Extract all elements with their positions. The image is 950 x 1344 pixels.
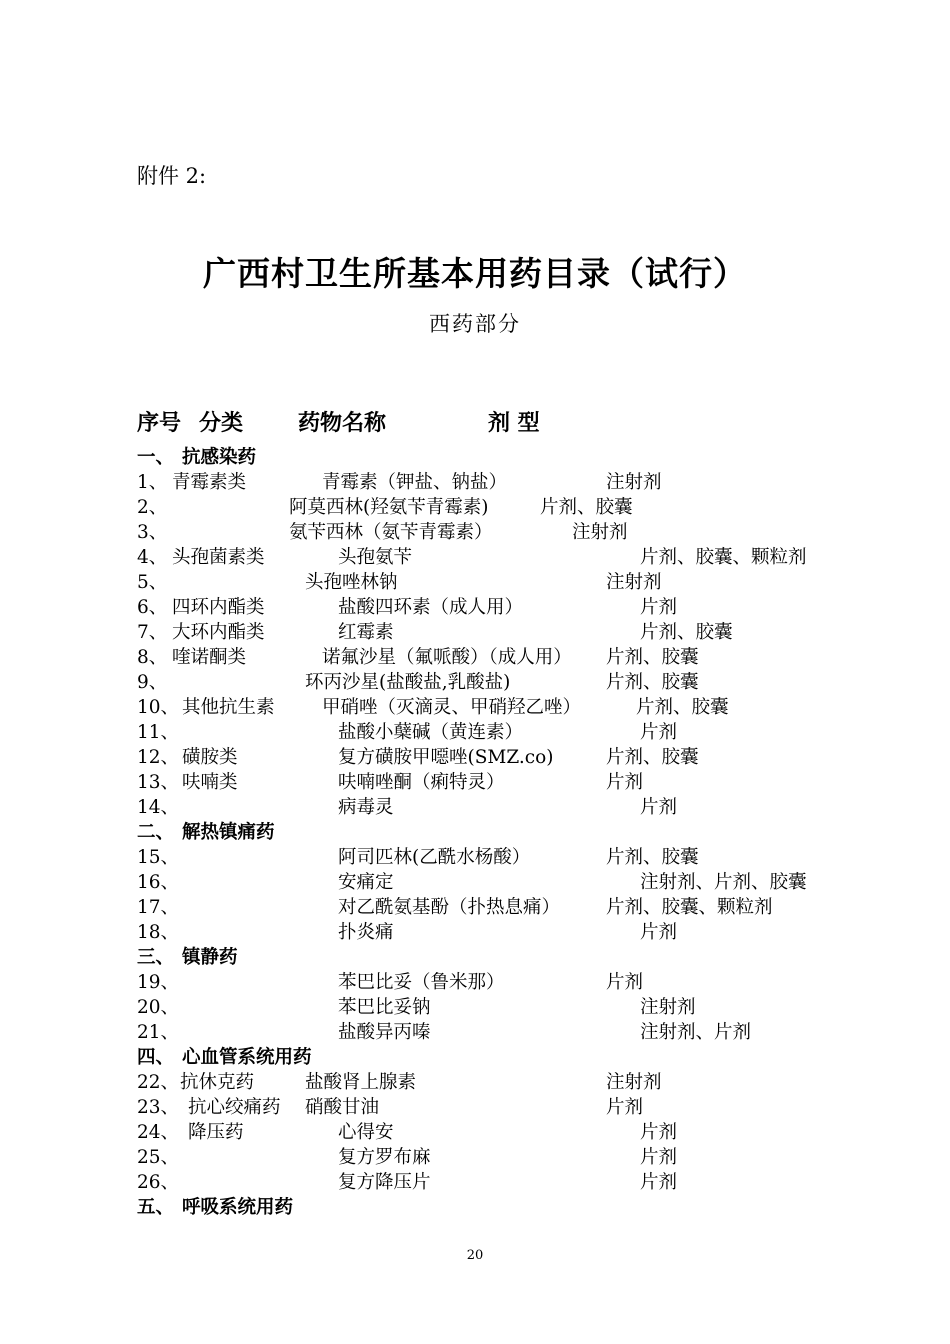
row-number: 22、 (137, 1072, 180, 1093)
row-number: 五、 (137, 1197, 175, 1218)
drug-name: 对乙酰氨基酚（扑热息痛） (338, 897, 561, 918)
drug-form: 片剂 (606, 972, 644, 993)
row-number: 一、 (137, 447, 175, 468)
drug-name: 盐酸肾上腺素 (305, 1072, 417, 1093)
drug-row (0, 845, 950, 870)
drug-row (0, 545, 950, 570)
drug-name: 盐酸四环素（成人用） (338, 597, 524, 618)
row-number: 26、 (137, 1172, 180, 1193)
row-number: 16、 (137, 872, 180, 893)
drug-name: 诺氟沙星（氟哌酸）（成人用） (322, 647, 572, 668)
drug-name: 复方磺胺甲噁唑(SMZ.co) (338, 747, 554, 768)
drug-category: 喹诺酮类 (172, 647, 247, 668)
drug-row (0, 645, 950, 670)
drug-form: 注射剂 (606, 472, 662, 493)
row-number: 19、 (137, 972, 180, 993)
drug-category: 磺胺类 (182, 747, 238, 768)
drug-name: 心得安 (338, 1122, 394, 1143)
row-number: 四、 (137, 1047, 175, 1068)
row-number: 7、 (137, 622, 168, 643)
drug-row (0, 1145, 950, 1170)
drug-form: 注射剂、片剂、胶囊 (640, 872, 807, 893)
drug-form: 片剂 (640, 1172, 678, 1193)
drug-row (0, 1095, 950, 1120)
drug-category: 四环内酯类 (172, 597, 265, 618)
header-category: 分类 (199, 410, 244, 436)
row-number: 15、 (137, 847, 180, 868)
drug-form: 片剂、胶囊 (606, 847, 699, 868)
drug-row (0, 1020, 950, 1045)
row-number: 二、 (137, 822, 175, 843)
row-number: 3、 (137, 522, 168, 543)
section-heading (0, 820, 950, 845)
row-number: 20、 (137, 997, 180, 1018)
drug-name: 红霉素 (338, 622, 394, 643)
row-number: 三、 (137, 947, 175, 968)
drug-row (0, 895, 950, 920)
drug-row (0, 620, 950, 645)
drug-row (0, 1120, 950, 1145)
drug-row (0, 520, 950, 545)
row-number: 11、 (137, 722, 180, 743)
drug-category: 呋喃类 (182, 772, 238, 793)
section-label: 镇静药 (182, 947, 238, 968)
row-number: 6、 (137, 597, 168, 618)
drug-form: 片剂、胶囊 (640, 622, 733, 643)
section-heading (0, 445, 950, 470)
drug-name: 青霉素（钾盐、钠盐） (322, 472, 508, 493)
drug-category: 降压药 (188, 1122, 244, 1143)
page-number: 20 (466, 1248, 484, 1263)
row-number: 9、 (137, 672, 168, 693)
row-number: 25、 (137, 1147, 180, 1168)
drug-name: 复方罗布麻 (338, 1147, 431, 1168)
section-label: 抗感染药 (182, 447, 257, 468)
drug-category: 其他抗生素 (182, 697, 275, 718)
drug-form: 片剂 (640, 797, 678, 818)
drug-form: 片剂 (606, 1097, 644, 1118)
row-number: 13、 (137, 772, 180, 793)
drug-row (0, 595, 950, 620)
section-label: 心血管系统用药 (182, 1047, 312, 1068)
header-no: 序号 (137, 410, 182, 436)
drug-name: 苯巴比妥钠 (338, 997, 431, 1018)
drug-row (0, 670, 950, 695)
drug-name: 苯巴比妥（鲁米那） (338, 972, 505, 993)
drug-form: 片剂 (640, 1122, 678, 1143)
drug-name: 复方降压片 (338, 1172, 431, 1193)
row-number: 21、 (137, 1022, 180, 1043)
drug-row (0, 870, 950, 895)
row-number: 24、 (137, 1122, 180, 1143)
drug-name: 扑炎痛 (338, 922, 394, 943)
drug-row (0, 570, 950, 595)
drug-name: 阿莫西林(羟氨苄青霉素) (289, 497, 489, 518)
row-number: 18、 (137, 922, 180, 943)
row-number: 5、 (137, 572, 168, 593)
drug-form: 注射剂 (572, 522, 628, 543)
drug-name: 阿司匹林(乙酰水杨酸） (338, 847, 531, 868)
drug-row (0, 920, 950, 945)
drug-name: 硝酸甘油 (305, 1097, 380, 1118)
row-number: 17、 (137, 897, 180, 918)
drug-form: 片剂 (640, 597, 678, 618)
drug-name: 环丙沙星(盐酸盐,乳酸盐) (305, 672, 511, 693)
row-number: 12、 (137, 747, 180, 768)
row-number: 14、 (137, 797, 180, 818)
section-label: 呼吸系统用药 (182, 1197, 294, 1218)
drug-form: 注射剂、片剂 (640, 1022, 752, 1043)
document-subtitle: 西药部分 (429, 312, 521, 336)
drug-form: 注射剂 (640, 997, 696, 1018)
drug-row (0, 1170, 950, 1195)
drug-form: 片剂、胶囊 (606, 647, 699, 668)
row-number: 8、 (137, 647, 168, 668)
row-number: 4、 (137, 547, 168, 568)
drug-row (0, 795, 950, 820)
drug-form: 片剂 (640, 722, 678, 743)
header-name: 药物名称 (298, 410, 387, 436)
drug-row (0, 470, 950, 495)
drug-form: 片剂、胶囊、颗粒剂 (606, 897, 773, 918)
drug-list (0, 445, 950, 1220)
section-heading (0, 1045, 950, 1070)
drug-form: 片剂、胶囊 (606, 672, 699, 693)
drug-form: 片剂、胶囊 (540, 497, 633, 518)
drug-category: 抗休克药 (180, 1072, 255, 1093)
row-number: 10、 (137, 697, 180, 718)
drug-form: 片剂 (640, 1147, 678, 1168)
row-number: 1、 (137, 472, 168, 493)
drug-name: 甲硝唑（灭滴灵、甲硝羟乙唑） (322, 697, 582, 718)
drug-row (0, 770, 950, 795)
drug-category: 头孢菌素类 (172, 547, 265, 568)
drug-form: 片剂 (640, 922, 678, 943)
drug-name: 头孢氨苄 (338, 547, 413, 568)
row-number: 23、 (137, 1097, 180, 1118)
drug-category: 青霉素类 (172, 472, 247, 493)
drug-category: 大环内酯类 (172, 622, 265, 643)
section-label: 解热镇痛药 (182, 822, 275, 843)
document-title: 广西村卫生所基本用药目录（试行） (203, 254, 747, 293)
attachment-label: 附件 2: (137, 164, 207, 188)
drug-form: 注射剂 (606, 1072, 662, 1093)
drug-name: 呋喃唑酮（痢特灵） (338, 772, 505, 793)
drug-row (0, 745, 950, 770)
section-heading (0, 945, 950, 970)
drug-row (0, 495, 950, 520)
drug-name: 盐酸异丙嗪 (338, 1022, 431, 1043)
drug-name: 盐酸小蘖碱（黄连素） (338, 722, 524, 743)
drug-form: 片剂 (606, 772, 644, 793)
drug-name: 氨苄西林（氨苄青霉素） (289, 522, 493, 543)
drug-row (0, 970, 950, 995)
drug-row (0, 695, 950, 720)
drug-row (0, 720, 950, 745)
drug-name: 头孢唑林钠 (305, 572, 398, 593)
section-heading (0, 1195, 950, 1220)
drug-name: 病毒灵 (338, 797, 394, 818)
drug-form: 注射剂 (606, 572, 662, 593)
drug-category: 抗心绞痛药 (188, 1097, 281, 1118)
drug-form: 片剂、胶囊 (636, 697, 729, 718)
row-number: 2、 (137, 497, 168, 518)
drug-name: 安痛定 (338, 872, 394, 893)
drug-form: 片剂、胶囊、颗粒剂 (640, 547, 807, 568)
drug-form: 片剂、胶囊 (606, 747, 699, 768)
drug-row (0, 995, 950, 1020)
header-form: 剂 型 (488, 410, 540, 436)
drug-row (0, 1070, 950, 1095)
